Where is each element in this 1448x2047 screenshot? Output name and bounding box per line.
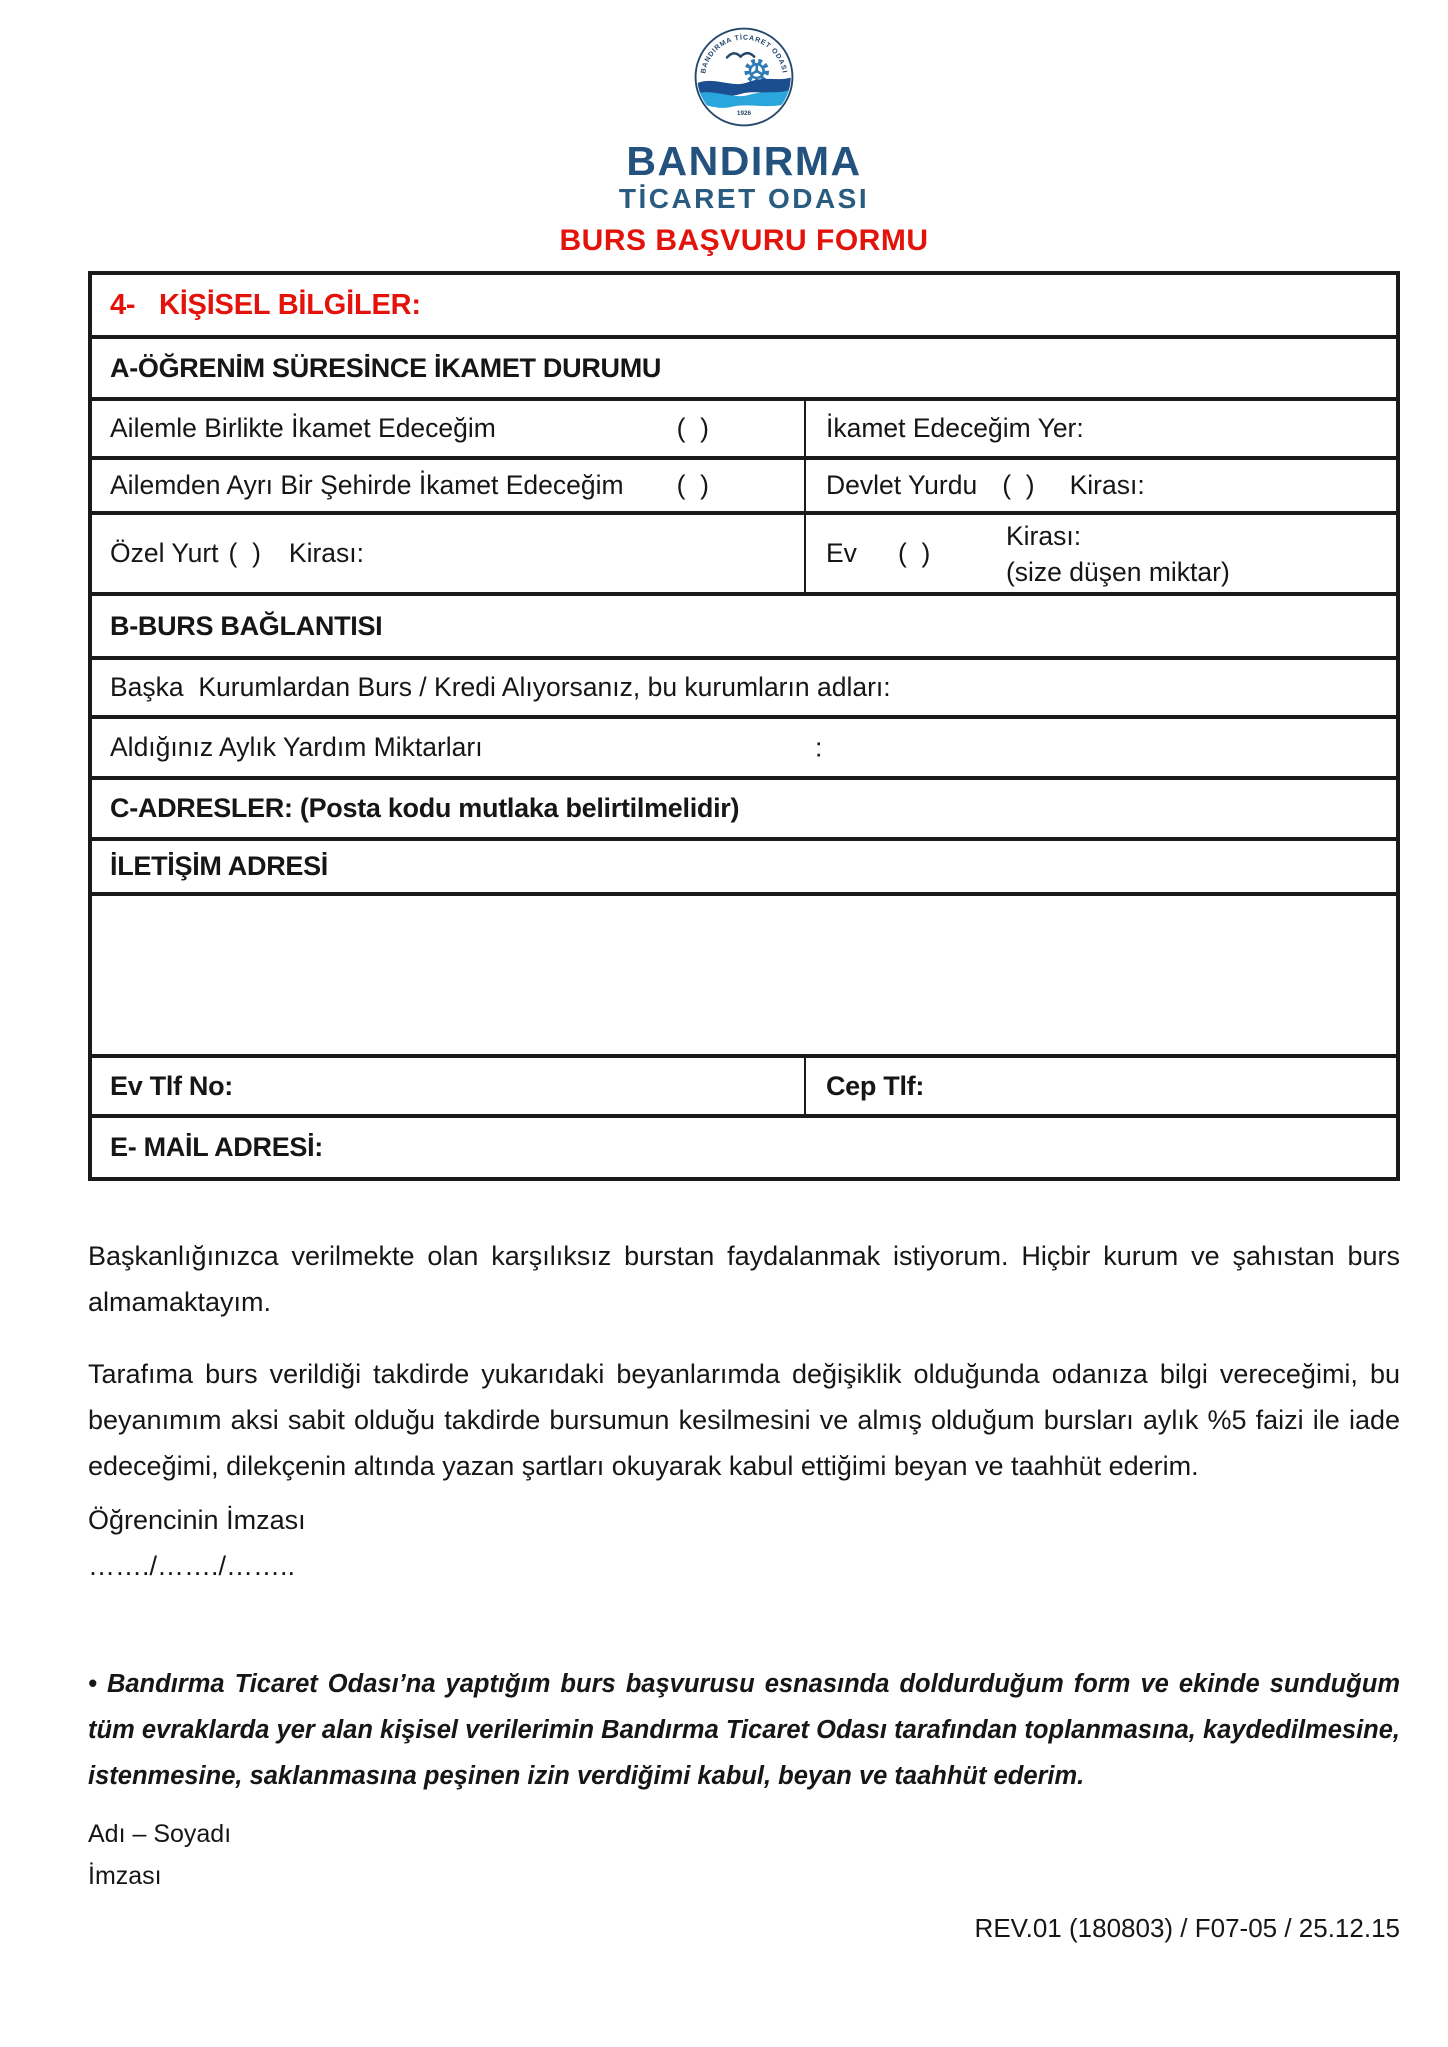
declaration-paragraph-1: Başkanlığınızca verilmekte olan karşılıksız burstan faydalanmak istiyorum. Hiçbir kurum ve şahıstan burs almamaktayım. bbox=[88, 1241, 1408, 1317]
private-dorm-label: Özel Yurt bbox=[110, 538, 219, 568]
name-surname-label: Adı – Soyadı bbox=[88, 1820, 232, 1848]
student-signature-label: Öğrencinin İmzası bbox=[88, 1505, 306, 1535]
home-phone-label: Ev Tlf No: bbox=[110, 1070, 233, 1101]
house-rent-note: (size düşen miktar) bbox=[1005, 556, 1230, 587]
house-checkbox[interactable]: ( ) bbox=[897, 538, 931, 568]
row-monthly-aid bbox=[92, 719, 1396, 780]
student-signature-block bbox=[88, 1497, 1400, 1589]
row-phones bbox=[92, 1058, 1396, 1118]
row-residence-separate-city bbox=[92, 460, 1396, 515]
section-b-title: B-BURS BAĞLANTISI bbox=[110, 610, 383, 641]
separate-city-label: Ailemden Ayrı Bir Şehirde İkamet Edeceğim bbox=[110, 470, 624, 500]
other-scholarships-label: Başka Kurumlardan Burs / Kredi Alıyorsanız, bu kurumların adları: bbox=[110, 672, 891, 702]
house-label: Ev bbox=[825, 538, 857, 568]
date-dotted-line[interactable]: ……./……./…….. bbox=[88, 1551, 296, 1581]
application-form-table bbox=[88, 271, 1400, 1181]
separate-city-checkbox[interactable]: ( ) bbox=[676, 470, 709, 500]
mobile-phone-label: Cep Tlf: bbox=[825, 1070, 925, 1101]
name-signature-block bbox=[88, 1813, 1400, 1897]
home-phone-cell[interactable] bbox=[92, 1058, 804, 1114]
private-dorm-rent-label: Kirası: bbox=[288, 538, 364, 568]
contact-address-label: İLETİŞİM ADRESİ bbox=[110, 851, 329, 881]
state-dorm-cell bbox=[804, 460, 1396, 511]
state-dorm-label: Devlet Yurdu bbox=[825, 470, 978, 500]
house-cell bbox=[804, 515, 1396, 592]
state-dorm-checkbox[interactable]: ( ) bbox=[1002, 470, 1035, 500]
separate-city-cell bbox=[92, 460, 804, 511]
with-family-cell bbox=[92, 401, 804, 456]
row-other-scholarships bbox=[92, 660, 1396, 719]
private-dorm-cell bbox=[92, 515, 804, 592]
org-name-line2: TİCARET ODASI bbox=[618, 183, 870, 214]
revision-footer: REV.01 (180803) / F07-05 / 25.12.15 bbox=[974, 1913, 1400, 1943]
mobile-phone-cell[interactable] bbox=[804, 1058, 1396, 1114]
section-c-title: C-ADRESLER: (Posta kodu mutlaka belirtilmelidir) bbox=[110, 793, 740, 823]
row-section-b-header bbox=[92, 596, 1396, 660]
row-section-c-header bbox=[92, 780, 1396, 841]
document-header bbox=[88, 0, 1400, 258]
seal-circle-text: BANDIRMA TİCARET ODASI bbox=[700, 34, 788, 75]
residence-place-cell bbox=[804, 401, 1396, 456]
personal-info-header: 4- KİŞİSEL BİLGİLER: bbox=[110, 288, 421, 321]
with-family-label: Ailemle Birlikte İkamet Edeceğim bbox=[110, 413, 496, 443]
house-rent-label: Kirası: bbox=[1005, 520, 1082, 551]
row-contact-address-header bbox=[92, 841, 1396, 896]
monthly-aid-label: Aldığınız Aylık Yardım Miktarları bbox=[110, 732, 483, 762]
email-cell[interactable] bbox=[92, 1118, 1396, 1177]
row-section-a-header bbox=[92, 339, 1396, 401]
monthly-aid-colon: : bbox=[815, 732, 823, 762]
row-personal-info-header bbox=[92, 275, 1396, 339]
declaration-paragraph-2: Tarafıma burs verildiği takdirde yukarıdaki beyanlarımda değişiklik olduğunda odanıza bilgi vereceğimi, bu beyanımım aksi sabit olduğu takdirde bursumun kesilmesini ve almış olduğum bursları aylık %5 faizi ile iade edeceğimi, dilekçenin altında yazan şartları okuyarak kabul ettiğimi beyan ve taahhüt ederim. bbox=[88, 1359, 1408, 1481]
seal-year: 1926 bbox=[736, 110, 752, 118]
private-dorm-checkbox[interactable]: ( ) bbox=[228, 538, 261, 568]
contact-address-field[interactable] bbox=[92, 896, 1396, 1058]
row-residence-with-family bbox=[92, 401, 1396, 460]
email-label: E- MAİL ADRESİ: bbox=[110, 1132, 324, 1162]
state-dorm-rent-label: Kirası: bbox=[1069, 470, 1145, 500]
residence-place-label: İkamet Edeceğim Yer: bbox=[825, 413, 1084, 443]
section-a-title: A-ÖĞRENİM SÜRESİNCE İKAMET DURUMU bbox=[110, 352, 662, 383]
chamber-seal-logo bbox=[693, 26, 795, 128]
org-name-line1: BANDIRMA bbox=[626, 138, 862, 184]
kvkk-consent-paragraph: • Bandırma Ticaret Odası’na yaptığım burs başvurusu esnasında doldurduğum form ve ekinde sunduğum tüm evraklarda yer alan kişisel verilerimin Bandırma Ticaret Odası tarafından toplanmasına, kaydedilmesine, istenmesine, saklanmasına peşinen izin verdiğimi kabul, beyan ve taahhüt ederim. bbox=[88, 1670, 1400, 1790]
form-title: BURS BAŞVURU FORMU bbox=[559, 224, 929, 257]
with-family-checkbox[interactable]: ( ) bbox=[676, 413, 709, 443]
row-residence-private-dorm-house bbox=[92, 515, 1396, 596]
signature-label: İmzası bbox=[88, 1862, 162, 1890]
